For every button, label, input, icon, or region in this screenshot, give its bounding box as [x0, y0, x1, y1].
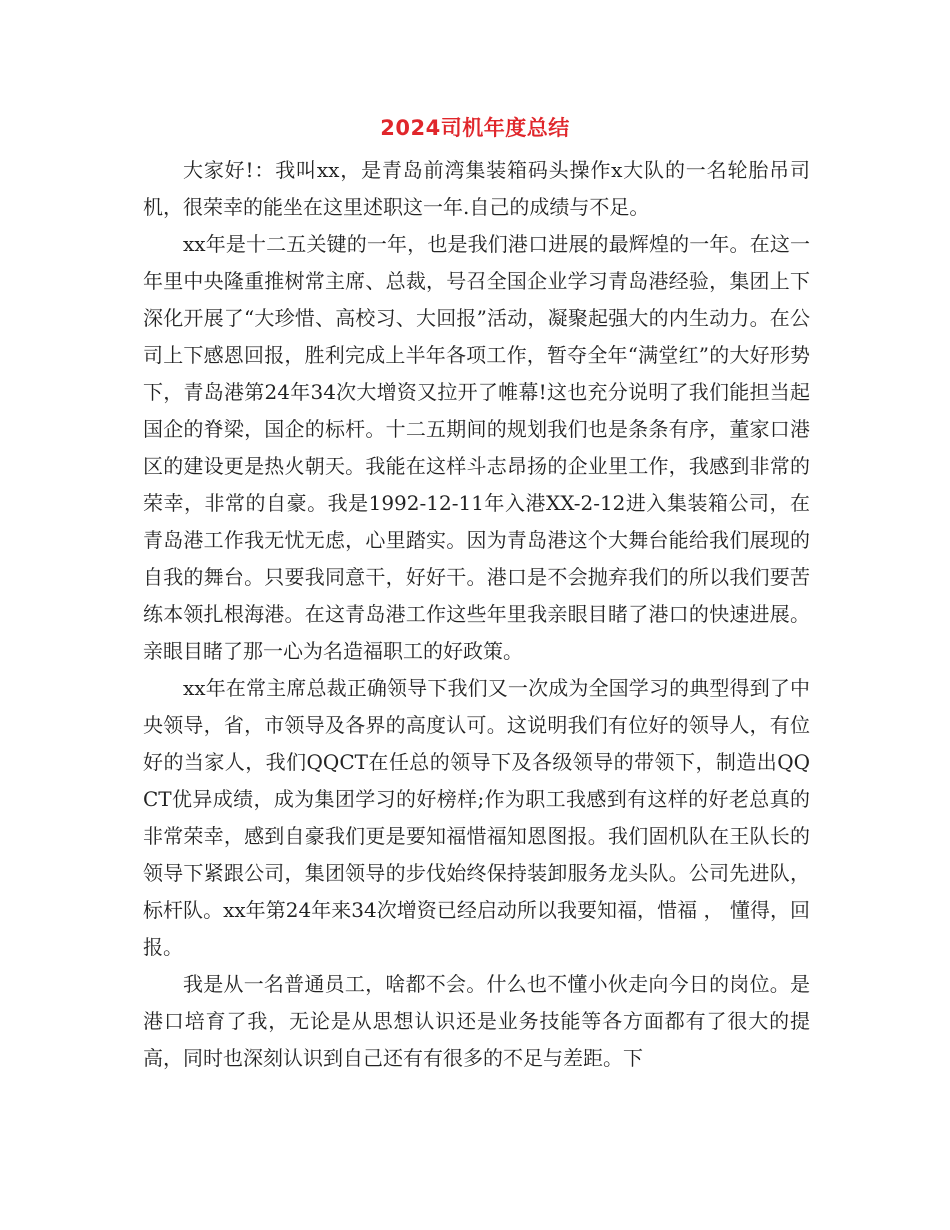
paragraph-personal-growth: 我是从一名普通员工，啥都不会。什么也不懂小伙走向今日的岗位。是港口培育了我，无论是从思想认识还是业务技能等各方面都有了很大的提高，同时也深刻认识到自己还有有很多的不足与差距。下: [143, 972, 810, 1070]
paragraph-leadership: xx年在常主席总裁正确领导下我们又一次成为全国学习的典型得到了中央领导，省，市领导及各界的高度认可。这说明我们有位好的领导人，有位好的当家人，我们QQCT在任总的领导下及各级领导的带领下，制造出QQCT优异成绩，成为集团学习的好榜样;作为职工我感到有这样的好老总真的非常荣幸，感到自豪我们更是要知福惜福知恩图报。我们固机队在王队长的领导下紧跟公司，集团领导的步伐始终保持装卸服务龙头队。公司先进队，标杆队。xx年第24年来34次增资已经启动所以我要知福，惜福 ， 懂得，回报。: [143, 676, 810, 959]
document-body: [143, 152, 810, 1077]
document-title: 2024司机年度总结: [380, 116, 570, 140]
paragraph-greeting: 大家好!：我叫xx，是青岛前湾集装箱码头操作x大队的一名轮胎吊司机，很荣幸的能坐在这里述职这一年.自己的成绩与不足。: [143, 158, 810, 219]
paragraph-port-development: xx年是十二五关键的一年，也是我们港口进展的最辉煌的一年。在这一年里中央隆重推树常主席、总裁，号召全国企业学习青岛港经验，集团上下深化开展了“大珍惜、高校习、大回报”活动，凝聚起强大的内生动力。在公司上下感恩回报，胜利完成上半年各项工作，暂夺全年“满堂红”的大好形势下，青岛港第24年34次大增资又拉开了帷幕!这也充分说明了我们能担当起国企的脊梁，国企的标杆。十二五期间的规划我们也是条条有序，董家口港区的建设更是热火朝天。我能在这样斗志昂扬的企业里工作，我感到非常的荣幸，非常的自豪。我是1992-12-11年入港XX-2-12进入集装箱公司，在青岛港工作我无忧无虑，心里踏实。因为青岛港这个大舞台能给我们展现的自我的舞台。只要我同意干，好好干。港口是不会抛弃我们的所以我们要苦练本领扎根海港。在这青岛港工作这些年里我亲眼目睹了港口的快速进展。亲眼目睹了那一心为名造福职工的好政策。: [143, 232, 810, 663]
